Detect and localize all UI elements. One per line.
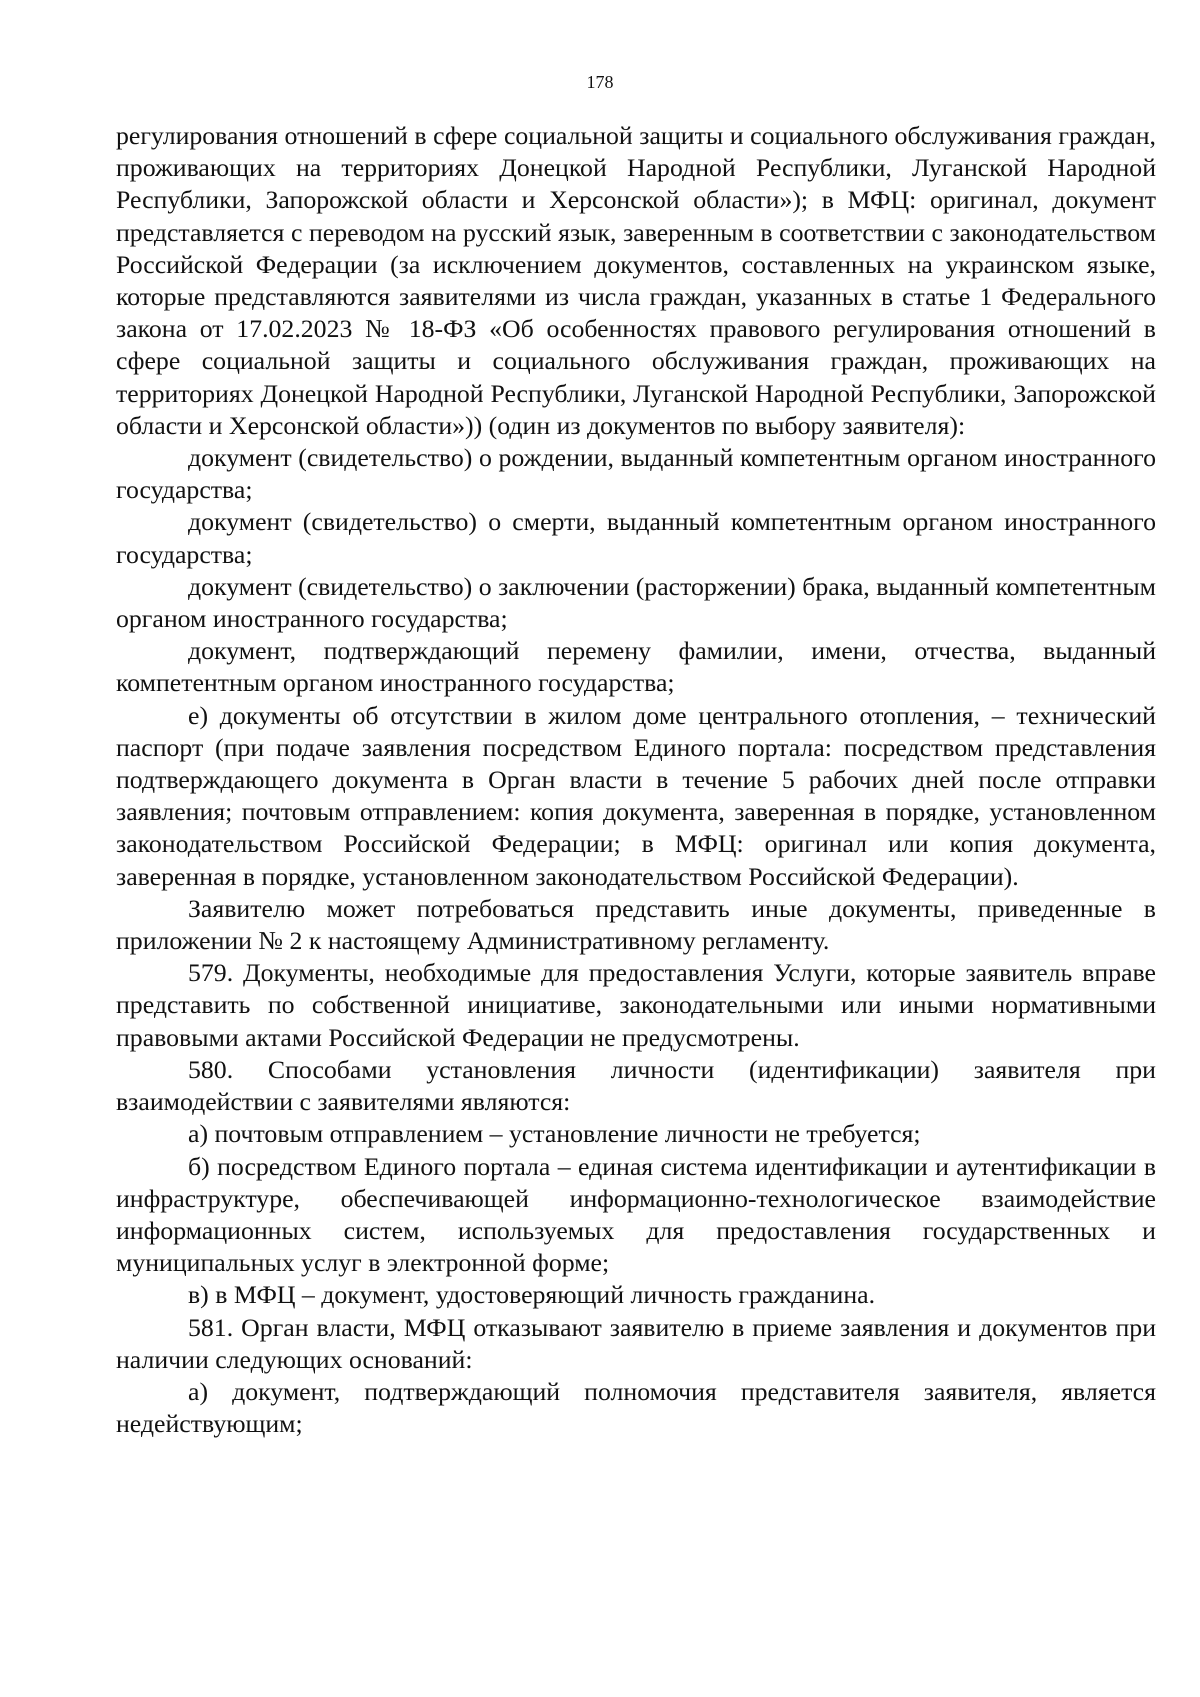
document-body	[116, 120, 1156, 1440]
paragraph-marriage-certificate: документ (свидетельство) о заключении (расторжении) брака, выданный компетентным органом иностранного государства;	[116, 571, 1156, 634]
paragraph-continuation: регулирования отношений в сфере социальной защиты и социального обслуживания граждан, проживающих на территориях Донецкой Народной Республики, Луганской Народной Республики, Запорожской области и Херсонской области»); в МФЦ: оригинал, документ представляется с переводом на русский язык, заверенным в соответствии с законодательством Российской Федерации (за исключением документов, составленных на украинском языке, которые представляются заявителями из числа граждан, указанных в статье 1 Федерального закона от 17.02.2023 № 18-ФЗ «Об особенностях правового регулирования отношений в сфере социальной защиты и социального обслуживания граждан, проживающих на территориях Донецкой Народной Республики, Луганской Народной Республики, Запорожской области и Херсонской области»)) (один из документов по выбору заявителя):	[116, 121, 1156, 440]
paragraph-580-b: б) посредством Единого портала – единая система идентификации и аутентификации в инфраструктуре, обеспечивающей информационно-технологическое взаимодействие информационных систем, используемых для предоставления государственных и муниципальных услуг в электронной форме;	[116, 1151, 1156, 1278]
paragraph-name-change: документ, подтверждающий перемену фамилии, имени, отчества, выданный компетентным органом иностранного государства;	[116, 636, 1156, 698]
paragraph-other-documents: Заявителю может потребоваться представить иные документы, приведенные в приложении № 2 к настоящему Административному регламенту.	[116, 893, 1156, 956]
paragraph-580-a: а) почтовым отправлением – установление личности не требуется;	[188, 1119, 921, 1149]
paragraph-581-a: а) документ, подтверждающий полномочия представителя заявителя, является недействующим;	[116, 1376, 1156, 1439]
paragraph-579: 579. Документы, необходимые для предоставления Услуги, которые заявитель вправе представить по собственной инициативе, законодательными или иными нормативными правовыми актами Российской Федерации не предусмотрены.	[116, 958, 1156, 1052]
paragraph-580-v: в) в МФЦ – документ, удостоверяющий личность гражданина.	[188, 1280, 876, 1310]
paragraph-death-certificate: документ (свидетельство) о смерти, выданный компетентным органом иностранного государства;	[116, 507, 1156, 569]
paragraph-birth-certificate: документ (свидетельство) о рождении, выданный компетентным органом иностранного государства;	[116, 443, 1156, 505]
paragraph-580: 580. Способами установления личности (идентификации) заявителя при взаимодействии с заявителями являются:	[116, 1054, 1156, 1117]
paragraph-item-e: е) документы об отсутствии в жилом доме центрального отопления, – технический паспорт (при подаче заявления посредством Единого портала: посредством представления подтверждающего документа в Орган власти в течение 5 рабочих дней после отправки заявления; почтовым отправлением: копия документа, заверенная в порядке, установленном законодательством Российской Федерации; в МФЦ: оригинал или копия документа, заверенная в порядке, установленном законодательством Российской Федерации).	[116, 700, 1156, 891]
paragraph-581: 581. Орган власти, МФЦ отказывают заявителю в приеме заявления и документов при наличии следующих оснований:	[116, 1312, 1156, 1374]
page-number: 178	[586, 72, 614, 92]
